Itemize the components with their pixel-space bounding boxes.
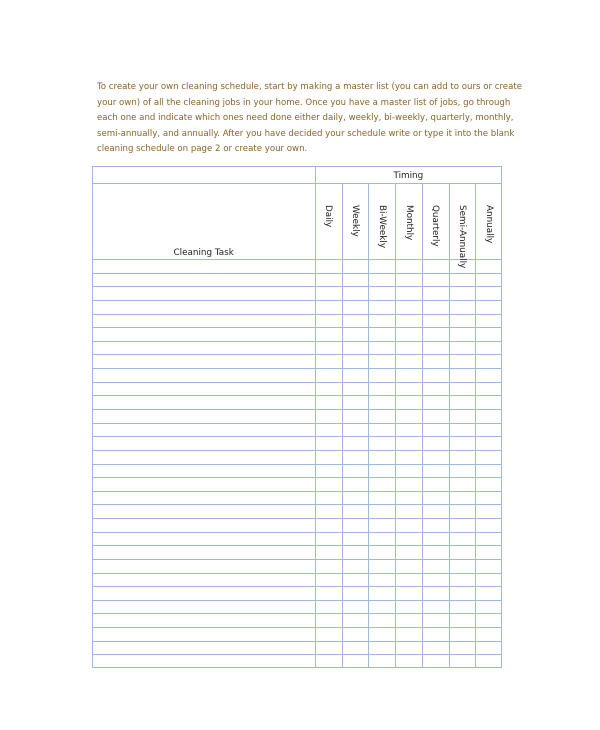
timing-column-header-bi-weekly: Bi-Weekly <box>376 205 387 249</box>
instructions-paragraph <box>97 80 537 158</box>
timing-column-header-daily: Daily <box>323 205 334 228</box>
instruction-line: semi-annually, and annually. After you have decided your schedule write or type it into the blank <box>97 128 515 139</box>
cleaning-task-header: Cleaning Task <box>173 248 234 258</box>
timing-column-header-annually: Annually <box>483 205 494 244</box>
instruction-line: cleaning schedule on page 2 or create your own. <box>97 144 308 154</box>
instruction-line: To create your own cleaning schedule, start by making a master list (you can add to ours or create <box>97 82 523 92</box>
table-border <box>93 167 502 668</box>
cleaning-schedule-table <box>92 166 502 668</box>
timing-column-header-semi-annually: Semi-Annually <box>456 205 467 269</box>
timing-column-header-quarterly: Quarterly <box>430 205 441 247</box>
timing-header: Timing <box>393 171 424 181</box>
table-grid <box>92 166 502 668</box>
timing-column-header-monthly: Monthly <box>403 205 414 241</box>
instruction-line: each one and indicate which ones need done either daily, weekly, bi-weekly, quarterly, monthly, <box>97 113 514 123</box>
instruction-line: your own) of all the cleaning jobs in your home. Once you have a master list of jobs, go through <box>97 97 511 108</box>
timing-column-header-weekly: Weekly <box>350 205 361 237</box>
